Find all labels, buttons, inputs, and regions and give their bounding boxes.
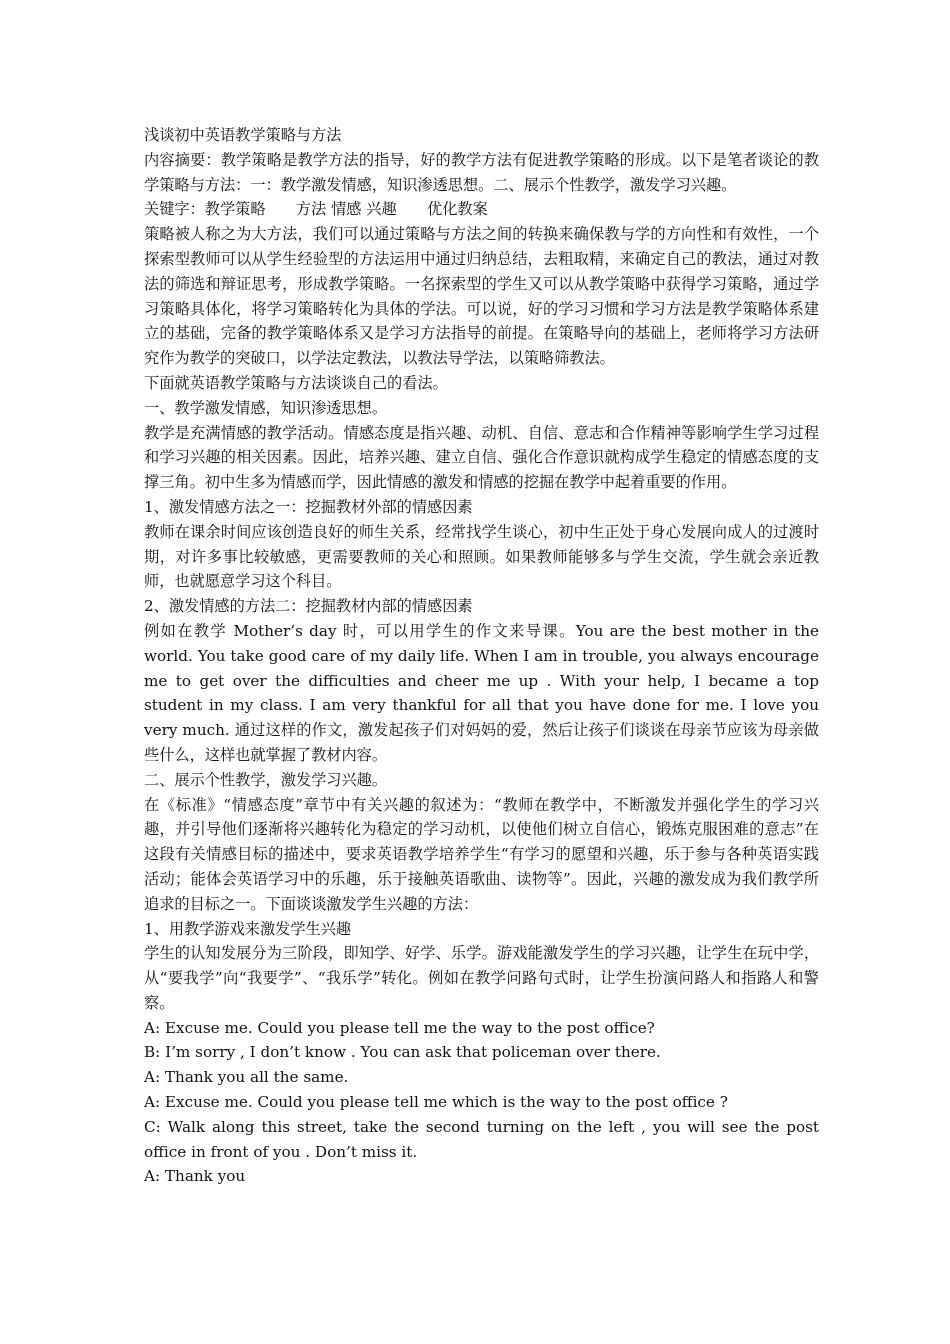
- document-title: 浅谈初中英语教学策略与方法: [144, 126, 342, 144]
- document-page: [144, 123, 819, 1189]
- section-heading: 一、教学激发情感，知识渗透思想。: [144, 398, 387, 417]
- abstract-paragraph: 内容摘要：教学策略是教学方法的指导，好的教学方法有促进教学策略的形成。以下是笔者谈论的教学策略与方法：一：教学激发情感，知识渗透思想。二、展示个性教学，激发学习兴趣。: [144, 150, 819, 194]
- body-paragraph: 策略被人称之为大方法，我们可以通过策略与方法之间的转换来确保教与学的方向性和有效性，一个探索型教师可以从学生经验型的方法运用中通过归纳总结，去粗取精，来确定自己的教法，通过对教法的筛选和辩证思考，形成教学策略。一名探索型的学生又可以从教学策略中获得学习策略，通过学习策略具体化，将学习策略转化为具体的学法。可以说，好的学习习惯和学习方法是教学策略体系建立的基础，完备的教学策略体系又是学习方法指导的前提。在策略导向的基础上，老师将学习方法研究作为教学的突破口，以学法定教法，以教法导学法，以策略筛教法。: [144, 225, 819, 368]
- subsection-heading: 1、激发情感方法之一：挖掘教材外部的情感因素: [144, 497, 473, 516]
- section-heading: 二、展示个性教学，激发学习兴趣。: [144, 770, 387, 789]
- body-paragraph: 教师在课余时间应该创造良好的师生关系，经常找学生谈心，初中生正处于身心发展向成人的过渡时期，对许多事比较敏感，更需要教师的关心和照顾。如果教师能够多与学生交流，学生就会亲近教师，也就愿意学习这个科目。: [144, 522, 819, 591]
- keywords-line: 关键字：教学策略 方法 情感 兴趣 优化教案: [144, 200, 488, 219]
- body-paragraph: 例如在教学 Mother’s day 时，可以用学生的作文来导课。You are the best mother in the world. You take good care of my daily life. When I am in trouble, you always encourage me to get over the difficulties and cheer me up . With your help, I became a top student in my class. I am very thankful for all that you have done for me. I love you very much. 通过这样的作文，激发起孩子们对妈妈的爱，然后让孩子们谈谈在母亲节应该为母亲做些什么，这样也就掌握了教材内容。: [144, 621, 819, 764]
- body-paragraph: 在《标准》“情感态度”章节中有关兴趣的叙述为：“教师在教学中，不断激发并强化学生的学习兴趣，并引导他们逐渐将兴趣转化为稳定的学习动机，以使他们树立自信心，锻炼克服困难的意志”在这段有关情感目标的描述中，要求英语教学培养学生“有学习的愿望和兴趣，乐于参与各种英语实践活动；能体会英语学习中的乐趣，乐于接触英语歌曲、读物等”。因此，兴趣的激发成为我们教学所追求的目标之一。下面谈谈激发学生兴趣的方法：: [144, 795, 819, 913]
- dialogue-line: B: I’m sorry , I don’t know . You can ask that policeman over there.: [144, 1043, 661, 1062]
- body-paragraph: 教学是充满情感的教学活动。情感态度是指兴趣、动机、自信、意志和合作精神等影响学生学习过程和学习兴趣的相关因素。因此，培养兴趣、建立自信、强化合作意识就构成学生稳定的情感态度的支撑三角。初中生多为情感而学，因此情感的激发和情感的挖掘在教学中起着重要的作用。: [144, 423, 819, 492]
- dialogue-line: A: Thank you: [144, 1167, 246, 1186]
- dialogue-line: A: Excuse me. Could you please tell me the way to the post office?: [144, 1018, 655, 1037]
- body-paragraph: 下面就英语教学策略与方法谈谈自己的看法。: [144, 373, 448, 392]
- body-paragraph: 学生的认知发展分为三阶段，即知学、好学、乐学。游戏能激发学生的学习兴趣，让学生在玩中学，从“要我学”向“我要学”、“我乐学”转化。例如在教学问路句式时，让学生扮演问路人和指路人和警察。: [144, 944, 819, 1012]
- dialogue-line: C: Walk along this street, take the second turning on the left , you will see the post office in front of you . Don’t miss it.: [144, 1117, 819, 1161]
- subsection-heading: 1、用教学游戏来激发学生兴趣: [144, 919, 352, 938]
- dialogue-line: A: Excuse me. Could you please tell me which is the way to the post office ?: [144, 1093, 728, 1112]
- subsection-heading: 2、激发情感的方法二：挖掘教材内部的情感因素: [144, 597, 473, 616]
- dialogue-line: A: Thank you all the same.: [144, 1068, 349, 1087]
